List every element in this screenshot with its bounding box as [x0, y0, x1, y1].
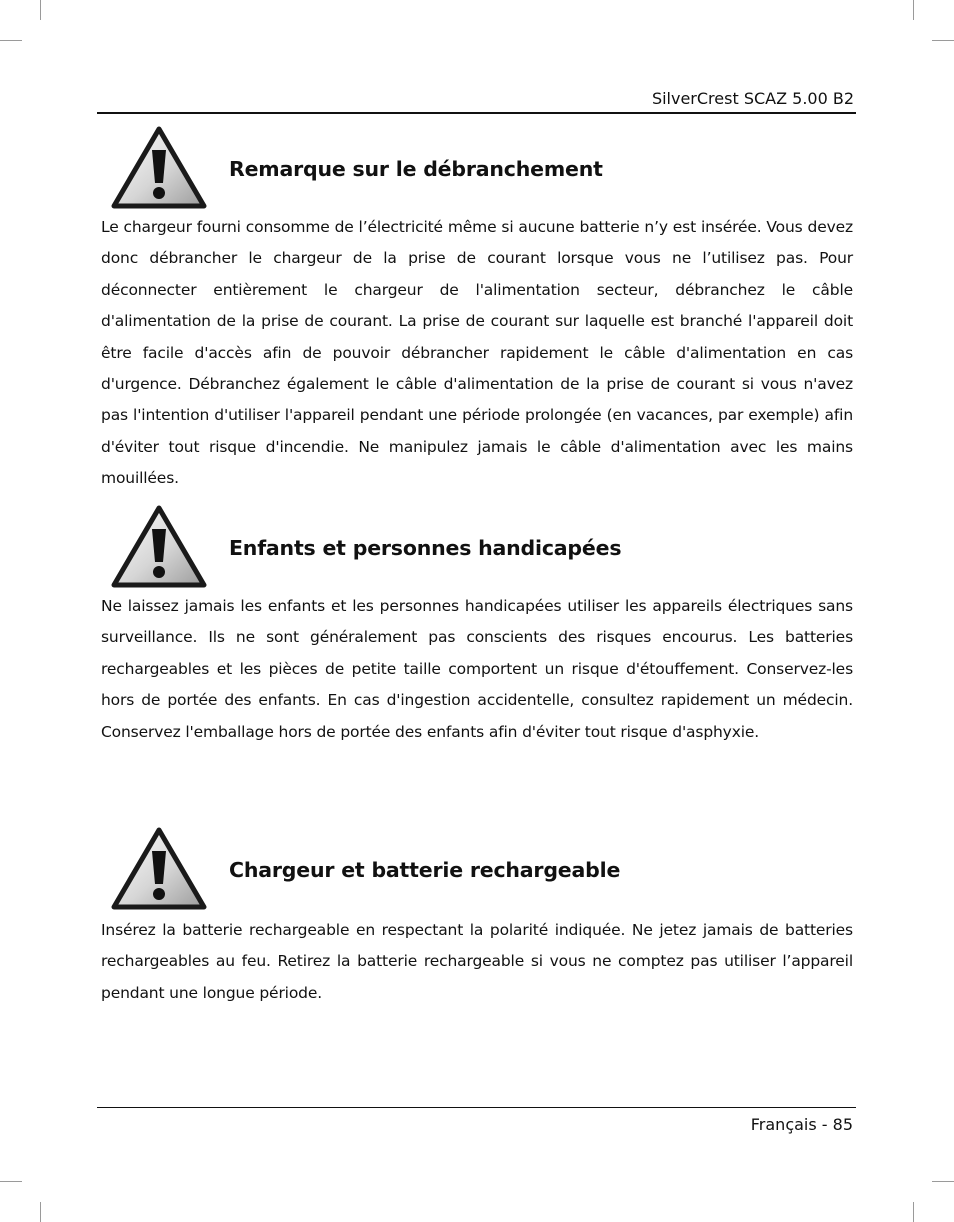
section-children: [101, 505, 853, 785]
section-heading: Enfants et personnes handicapées: [229, 536, 622, 560]
crop-mark: [0, 1181, 22, 1182]
footer-rule: [97, 1107, 856, 1108]
crop-mark: [0, 40, 22, 41]
section-charger: [101, 827, 853, 1017]
section-heading: Chargeur et batterie rechargeable: [229, 858, 621, 882]
crop-mark: [913, 0, 914, 20]
running-header: SilverCrest SCAZ 5.00 B2: [651, 89, 854, 108]
warning-triangle-icon: [111, 505, 207, 589]
warning-triangle-icon: [111, 126, 207, 210]
crop-mark: [932, 1181, 954, 1182]
crop-mark: [40, 0, 41, 20]
crop-mark: [40, 1202, 41, 1222]
page-number: Français - 85: [750, 1115, 853, 1134]
section-disconnect: [101, 126, 853, 496]
crop-mark: [913, 1202, 914, 1222]
section-body: Insérez la batterie rechargeable en respectant la polarité indiquée. Ne jetez jamais de batteries rechargeables au feu. Retirez la batterie rechargeable si vous ne comptez pas utiliser l’appareil pendant une longue période.: [101, 921, 853, 1002]
warning-triangle-icon: [111, 827, 207, 911]
section-body: Ne laissez jamais les enfants et les personnes handicapées utiliser les appareils électriques sans surveillance. Ils ne sont généralement pas conscients des risques encourus. Les batteries rechargeables et les pièces de petite taille comportent un risque d'étouffement. Conservez-les hors de portée des enfants. En cas d'ingestion accidentelle, consultez rapidement un médecin. Conservez l'emballage hors de portée des enfants afin d'éviter tout risque d'asphyxie.: [101, 597, 853, 741]
section-heading: Remarque sur le débranchement: [229, 157, 603, 181]
crop-mark: [932, 40, 954, 41]
section-body: Le chargeur fourni consomme de l’électricité même si aucune batterie n’y est insérée. Vous devez donc débrancher le chargeur de la prise de courant lorsque vous ne l’utilisez pas. Pour déconnecter entièrement le chargeur de l'alimentation secteur, débranchez le câble d'alimentation de la prise de courant. La prise de courant sur laquelle est branché l'appareil doit être facile d'accès afin de pouvoir débrancher rapidement le câble d'alimentation en cas d'urgence. Débranchez également le câble d'alimentation de la prise de courant si vous n'avez pas l'intention d'utiliser l'appareil pendant une période prolongée (en vacances, par exemple) afin d'éviter tout risque d'incendie. Ne manipulez jamais le câble d'alimentation avec les mains mouillées.: [101, 218, 853, 488]
header-rule: [97, 112, 856, 114]
